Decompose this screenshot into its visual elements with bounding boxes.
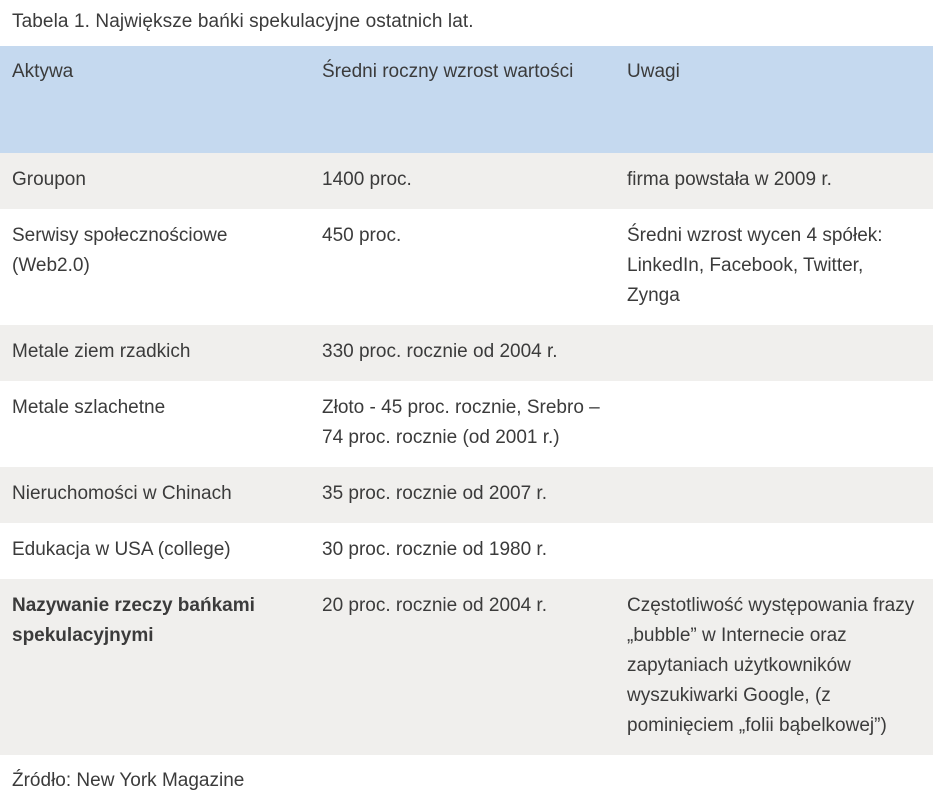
column-header-aktywa: Aktywa (0, 46, 310, 153)
cell-aktywa: Metale szlachetne (0, 381, 310, 467)
cell-uwagi: Częstotliwość występowania frazy „bubble” w Internecie oraz zapytaniach użytkowników wyszukiwarki Google, (z pominięciem „folii bąbelkowej”) (615, 579, 933, 755)
cell-uwagi (615, 381, 933, 467)
column-header-sredni-roczny-wzrost-wartosci: Średni roczny wzrost wartości (310, 46, 615, 153)
table-header-row (0, 46, 933, 153)
cell-uwagi: firma powstała w 2009 r. (615, 153, 933, 209)
cell-uwagi (615, 467, 933, 523)
table-header (0, 46, 933, 153)
cell-wzrost: 330 proc. rocznie od 2004 r. (310, 325, 615, 381)
table-caption: Tabela 1. Największe bańki spekulacyjne ostatnich lat. (12, 11, 474, 32)
table-row (0, 523, 933, 579)
cell-aktywa: Groupon (0, 153, 310, 209)
cell-wzrost: Złoto - 45 proc. rocznie, Srebro – 74 proc. rocznie (od 2001 r.) (310, 381, 615, 467)
cell-wzrost: 30 proc. rocznie od 1980 r. (310, 523, 615, 579)
cell-wzrost: 450 proc. (310, 209, 615, 325)
cell-aktywa: Metale ziem rzadkich (0, 325, 310, 381)
speculative-bubbles-table (0, 46, 933, 755)
cell-aktywa: Nazywanie rzeczy bańkami spekulacyjnymi (0, 579, 310, 755)
cell-wzrost: 20 proc. rocznie od 2004 r. (310, 579, 615, 755)
table-body (0, 153, 933, 755)
table-source: Źródło: New York Magazine (12, 770, 245, 791)
table-row (0, 579, 933, 755)
cell-wzrost: 1400 proc. (310, 153, 615, 209)
cell-aktywa: Serwisy społecznościowe (Web2.0) (0, 209, 310, 325)
table-row (0, 381, 933, 467)
table-row (0, 325, 933, 381)
table-row (0, 467, 933, 523)
table-row (0, 209, 933, 325)
cell-wzrost: 35 proc. rocznie od 2007 r. (310, 467, 615, 523)
cell-uwagi (615, 523, 933, 579)
cell-aktywa: Nieruchomości w Chinach (0, 467, 310, 523)
cell-uwagi (615, 325, 933, 381)
cell-aktywa: Edukacja w USA (college) (0, 523, 310, 579)
cell-uwagi: Średni wzrost wycen 4 spółek: LinkedIn, Facebook, Twitter, Zynga (615, 209, 933, 325)
table-row (0, 153, 933, 209)
column-header-uwagi: Uwagi (615, 46, 933, 153)
